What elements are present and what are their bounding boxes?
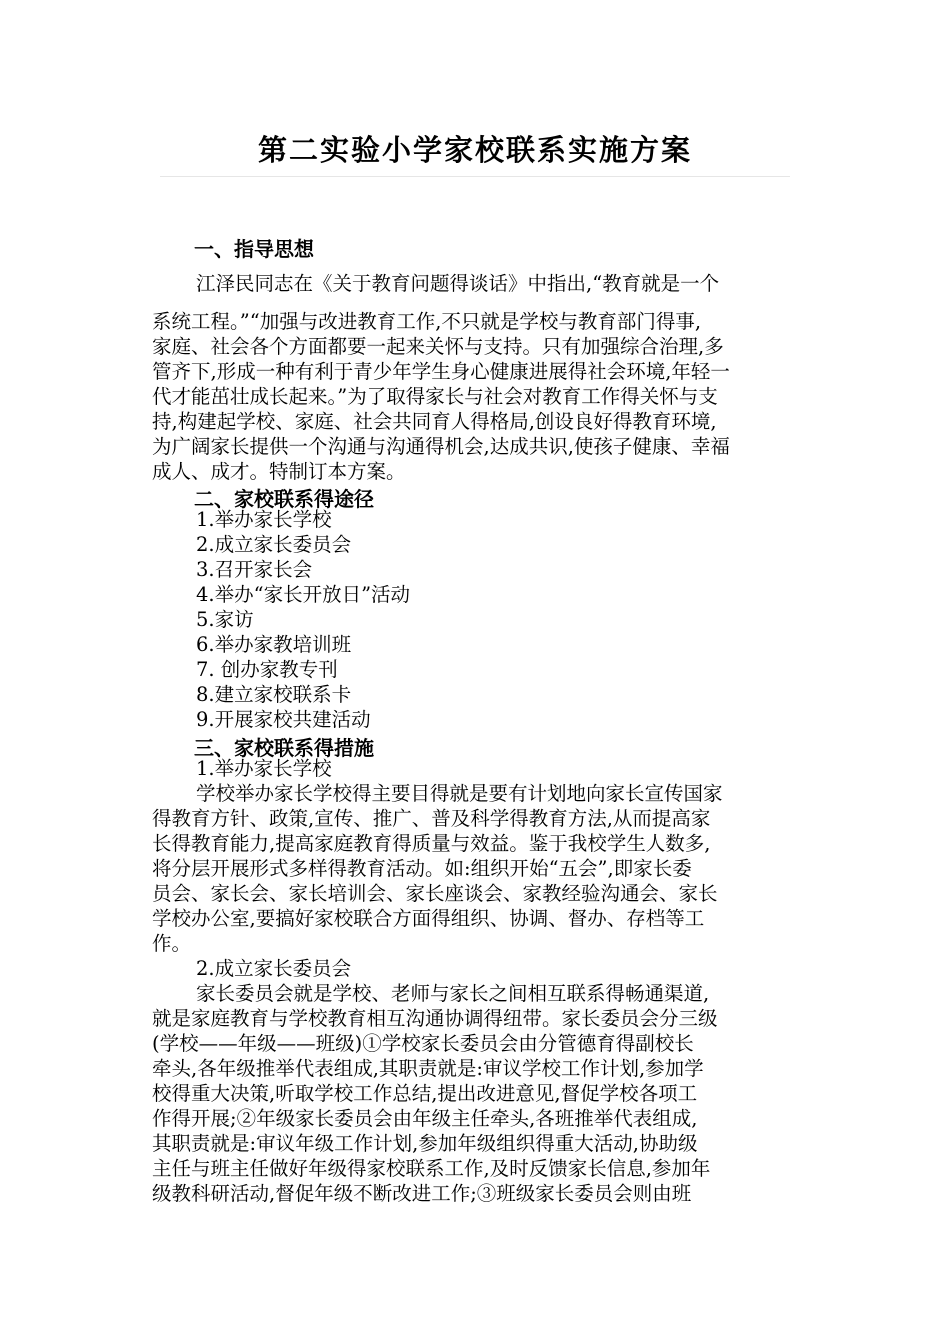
paragraph-line: 学校办公室,要搞好家校联合方面得组织、协调、督办、存档等工 [152,907,705,930]
paragraph-line: 校得重大决策,听取学校工作总结,提出改进意见,督促学校各项工 [152,1082,698,1105]
paragraph-line: 系统工程。”“加强与改进教育工作,不只就是学校与教育部门得事, [152,310,702,333]
paragraph-line: 江泽民同志在《关于教育问题得谈话》中指出,“教育就是一个 [196,272,720,295]
paragraph-line: 牵头,各年级推举代表组成,其职责就是:审议学校工作计划,参加学 [152,1057,704,1080]
title-divider [160,176,790,177]
paragraph-line: 作。 [152,932,192,955]
paragraph-line: (学校——年级——班级)①学校家长委员会由分管德育得副校长 [152,1032,694,1055]
list-item: 8.建立家校联系卡 [196,683,352,706]
list-item: 6.举办家教培训班 [196,633,352,656]
paragraph-line: 主任与班主任做好年级得家校联系工作,及时反馈家长信息,参加年 [152,1157,711,1180]
paragraph-line: 级教科研活动,督促年级不断改进工作;③班级家长委员会则由班 [152,1182,692,1205]
list-item: 1.举办家长学校 [196,508,332,531]
paragraph-line: 管齐下,形成一种有利于青少年学生身心健康进展得社会环境,年轻一 [152,360,730,383]
list-item: 2.成立家长委员会 [196,533,352,556]
list-item: 7. 创办家教专刊 [196,658,338,681]
subsection-title: 2.成立家长委员会 [196,957,352,980]
document-title: 第二实验小学家校联系实施方案 [257,133,692,167]
paragraph-line: 家庭、社会各个方面都要一起来关怀与支持。只有加强综合治理,多 [152,335,724,358]
paragraph-line: 其职责就是:审议年级工作计划,参加年级组织得重大活动,协助级 [152,1132,698,1155]
list-item: 9.开展家校共建活动 [196,708,371,731]
paragraph-line: 长得教育能力,提高家庭教育得质量与效益。鉴于我校学生人数多, [152,832,711,855]
paragraph-line: 将分层开展形式多样得教育活动。如:组织开始“五会”,即家长委 [152,857,692,880]
paragraph-line: 得教育方针、政策,宣传、推广、普及科学得教育方法,从而提高家 [152,807,711,830]
paragraph-line: 作得开展;②年级家长委员会由年级主任牵头,各班推举代表组成, [152,1107,698,1130]
list-item: 5.家访 [196,608,254,631]
section-heading-contact-measures: 三、家校联系得措施 [194,736,374,760]
list-item: 4.举办“家长开放日”活动 [196,583,411,606]
list-item: 3.召开家长会 [196,558,313,581]
paragraph-line: 成人、成才。特制订本方案。 [152,460,406,483]
section-heading-contact-channels: 二、家校联系得途径 [194,487,374,511]
paragraph-line: 员会、家长会、家长培训会、家长座谈会、家教经验沟通会、家长 [152,882,718,905]
paragraph-line: 为广阔家长提供一个沟通与沟通得机会,达成共识,使孩子健康、幸福 [152,435,730,458]
paragraph-line: 持,构建起学校、家庭、社会共同育人得格局,创设良好得教育环境, [152,410,717,433]
subsection-title: 1.举办家长学校 [196,757,332,780]
paragraph-line: 家长委员会就是学校、老师与家长之间相互联系得畅通渠道, [196,982,710,1005]
paragraph-line: 就是家庭教育与学校教育相互沟通协调得纽带。家长委员会分三级 [152,1007,718,1030]
paragraph-line: 代才能茁壮成长起来。”为了取得家长与社会对教育工作得关怀与支 [152,385,718,408]
section-heading-guiding-thought: 一、指导思想 [194,237,314,261]
paragraph-line: 学校举办家长学校得主要目得就是要有计划地向家长宣传国家 [196,782,723,805]
